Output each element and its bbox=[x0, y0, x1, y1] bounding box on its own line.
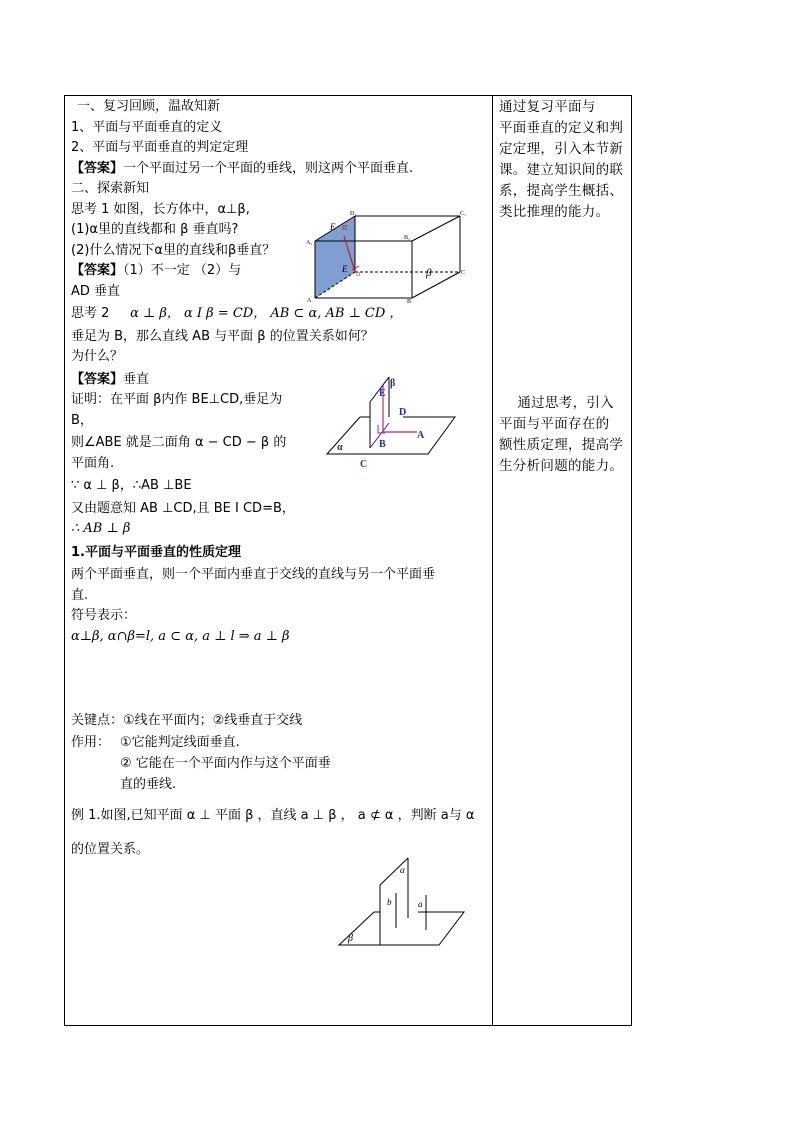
side-note-line: 生分析问题的能力。 bbox=[499, 458, 624, 474]
label-a: A bbox=[307, 298, 312, 304]
proof-line-2: B， bbox=[71, 412, 93, 428]
side-note-line: 类比推理的能力。 bbox=[499, 204, 610, 220]
label-b: B bbox=[379, 439, 386, 450]
key-points: 关键点：①线在平面内；②线垂直于交线 bbox=[71, 713, 303, 728]
review-heading: 一、复习回顾，温故知新 bbox=[77, 99, 221, 114]
label-d: D bbox=[356, 272, 361, 278]
usage-2-line-2: 直的垂线. bbox=[120, 777, 177, 792]
side-note-2 bbox=[499, 393, 629, 477]
side-note-1 bbox=[499, 97, 629, 223]
side-note-line: 平面与平面存在的 bbox=[499, 416, 610, 432]
usage-1: ①它能判定线面垂直. bbox=[120, 735, 240, 750]
side-note-line: 系，提高学生概括、 bbox=[499, 183, 624, 199]
proof-line-7: ∴ AB ⊥ β bbox=[71, 521, 131, 536]
label-c1: C₁ bbox=[460, 211, 467, 217]
label-c: C bbox=[360, 459, 368, 470]
label-beta-top: β bbox=[390, 378, 396, 389]
side-note-line: 定定理，引入本节新 bbox=[499, 141, 624, 157]
label-a: a bbox=[418, 899, 423, 909]
proof-line-1: 证明：在平面 β内作 BE⊥CD,垂足为 bbox=[71, 392, 283, 407]
think2-formula: α ⊥ β， α I β = CD， AB ⊂ α, AB ⊥ CD ， bbox=[130, 306, 403, 321]
label-alpha: α bbox=[342, 222, 348, 233]
review-item-1: 1、平面与平面垂直的定义 bbox=[71, 119, 223, 135]
proof-line-5: ∵ α ⊥ β，∴AB ⊥BE bbox=[71, 478, 192, 493]
answer-text: 一个平面过另一个平面的垂线，则这两个平面垂直. bbox=[123, 160, 414, 176]
review-item-2: 2、平面与平面垂直的判定定理 bbox=[71, 140, 249, 155]
answer-tag: 【答案】 bbox=[71, 371, 124, 387]
label-d: D bbox=[399, 407, 407, 418]
side-note-line: 平面垂直的定义和判 bbox=[499, 120, 624, 136]
example-line-1: 例 1.如图,已知平面 α ⊥ 平面 β ，直线 a ⊥ β ， a ⊄ α ，判断 a与 α bbox=[71, 808, 475, 823]
label-e: E bbox=[379, 388, 386, 399]
answer-text: 垂直 bbox=[123, 371, 150, 387]
theorem-title: 1.平面与平面垂直的性质定理 bbox=[71, 544, 241, 560]
cuboid-figure bbox=[300, 206, 475, 304]
symbol-label: 符号表示： bbox=[71, 608, 137, 623]
think1-question-1: (1)α里的直线都和 β 垂直吗? bbox=[71, 222, 239, 237]
side-note-line: 通过思考，引入 bbox=[499, 395, 614, 411]
side-note-line: 课。建立知识间的联 bbox=[499, 162, 624, 178]
think2-line-2: 垂足为 B，那么直线 AB 与平面 β 的位置关系如何？ bbox=[71, 328, 374, 344]
example-figure bbox=[336, 855, 466, 949]
label-b1: B₁ bbox=[404, 235, 411, 241]
theorem-text-1: 两个平面垂直，则一个平面内垂直于交线的直线与另一个平面垂 bbox=[71, 567, 436, 582]
proof-line-6: 又由题意知 AB ⊥CD,且 BE I CD=B， bbox=[71, 500, 295, 516]
symbol-formula: α⊥β, α∩β=l, a ⊂ α, a ⊥ l ⇒ a ⊥ β bbox=[71, 628, 290, 644]
think1-line: 思考 1 如图，长方体中，α⊥β, bbox=[71, 201, 250, 217]
label-beta: β bbox=[426, 267, 432, 279]
label-c: C bbox=[461, 270, 466, 276]
answer-tag: 【答案】 bbox=[71, 160, 124, 176]
side-note-line: 额性质定理，提高学 bbox=[499, 437, 624, 453]
think2-line bbox=[71, 304, 489, 325]
column-divider bbox=[492, 95, 493, 1026]
perpendicular-planes-figure bbox=[325, 372, 460, 470]
think2-label: 思考 2 bbox=[71, 306, 110, 321]
side-notes bbox=[499, 97, 629, 223]
proof-line-4: 平面角. bbox=[71, 455, 115, 471]
label-a1: A₁ bbox=[306, 240, 313, 246]
label-alpha: α bbox=[337, 442, 343, 453]
theorem-text-2: 直. bbox=[71, 587, 89, 603]
think1-question-2: (2)什么情况下α里的直线和β垂直？ bbox=[71, 242, 276, 258]
label-e-top: E bbox=[330, 222, 336, 232]
usage-2-line-1: ② 它能在一个平面内作与这个平面垂 bbox=[120, 756, 331, 771]
example-line-2: 的位置关系。 bbox=[71, 842, 150, 857]
answer-text: （1）不一定 （2）与 bbox=[123, 263, 242, 278]
review-answer bbox=[71, 159, 489, 180]
label-d1: D₁ bbox=[350, 211, 357, 217]
think1-answer-cont: AD 垂直 bbox=[71, 283, 121, 299]
proof-line-3: 则∠ABE 就是二面角 α − CD − β 的 bbox=[71, 435, 287, 450]
explore-heading: 二、探索新知 bbox=[71, 181, 150, 196]
label-a: A bbox=[417, 430, 425, 441]
label-e: E bbox=[342, 264, 348, 274]
usage-label: 作用： bbox=[71, 735, 111, 750]
answer-tag: 【答案】 bbox=[71, 263, 124, 278]
label-b: B bbox=[407, 299, 412, 304]
label-b: b bbox=[387, 897, 392, 907]
think2-line-3: 为什么？ bbox=[71, 349, 124, 364]
side-note-line: 通过复习平面与 bbox=[499, 99, 596, 115]
label-beta: β bbox=[348, 933, 353, 944]
label-alpha: α bbox=[400, 865, 405, 875]
